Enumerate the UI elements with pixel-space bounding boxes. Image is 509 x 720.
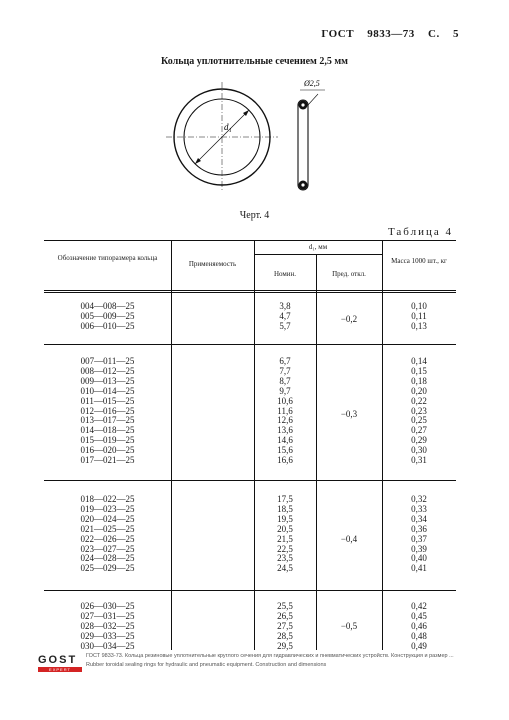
- group-1-mass: 0,10 0,11 0,13: [411, 301, 427, 331]
- group-3-codes: 018—022—25 019—023—25 020—024—25 021—025—25 022—026—25 023—027—25 024—028—25 025—029—25: [80, 494, 135, 574]
- header-d1: d₁, мм: [308, 243, 328, 251]
- header-deviation: Пред. откл.: [332, 270, 366, 278]
- figure-caption: Черт. 4: [239, 210, 270, 221]
- page-header: [311, 28, 459, 40]
- page-number: 5: [453, 28, 459, 40]
- header-mass: Масса 1000 шт., кг: [391, 257, 447, 265]
- header-application: Применяемость: [188, 260, 237, 268]
- header-designation: Обозначение типоразмера кольца: [57, 254, 158, 262]
- ring-drawing: [150, 72, 370, 212]
- table-label: Таблица 4: [387, 226, 453, 238]
- group-4-deviation: −0,5: [340, 621, 358, 631]
- group-1-deviation: −0,2: [340, 314, 358, 324]
- group-2-codes: 007—011—25 008—012—25 009—013—25 010—014—25 011—015—25 012—016—25 013—017—25 014—018—25 015—019—25 016—020—25 017—021—25: [80, 356, 135, 466]
- standard-number: 9833—73: [367, 28, 415, 40]
- group-3-deviation: −0,4: [340, 534, 358, 544]
- footer-banner: [38, 650, 488, 676]
- dimensions-table: [44, 240, 456, 650]
- group-3-mass: 0,32 0,33 0,34 0,36 0,37 0,39 0,40 0,41: [411, 494, 427, 574]
- group-3-nominal: 17,5 18,5 19,5 20,5 21,5 22,5 23,5 24,5: [277, 494, 293, 574]
- footer-line-1: ГОСТ 9833-73. Кольца резиновые уплотнительные круглого сечения для гидравлических и пневматических устройств. Конструкция и размер ...: [86, 653, 454, 659]
- footer-text: [86, 652, 486, 670]
- footer-line-2: Rubber toroidal sealing rings for hydraulic and pneumatic equipment. Construction and dimensions: [86, 662, 327, 668]
- ring-side-view: [298, 100, 308, 190]
- group-4-nominal: 25,5 26,5 27,5 28,5 29,5: [277, 601, 293, 651]
- standard-label: ГОСТ: [321, 28, 355, 40]
- group-4-mass: 0,42 0,45 0,46 0,48 0,49: [411, 601, 427, 651]
- group-2-mass: 0,14 0,15 0,18 0,20 0,22 0,23 0,25 0,27 0,29 0,30 0,31: [411, 356, 427, 466]
- group-2-deviation: −0,3: [340, 409, 358, 419]
- group-4-codes: 026—030—25 027—031—25 028—032—25 029—033—25 030—034—25: [80, 601, 135, 651]
- d1-label: d₁: [224, 122, 232, 132]
- header-nominal: Номин.: [273, 270, 297, 278]
- page-label: С.: [428, 28, 440, 40]
- section-diameter-label: Ø2,5: [304, 79, 320, 88]
- section-title: Кольца уплотнительные сечением 2,5 мм: [161, 56, 348, 67]
- group-2-nominal: 6,7 7,7 8,7 9,7 10,6 11,6 12,6 13,6 14,6 15,6 16,6: [277, 356, 293, 466]
- gost-expert-logo: GOST EXPERT: [38, 654, 82, 672]
- group-1-nominal: 3,8 4,7 5,7: [279, 301, 291, 331]
- group-1-codes: 004—008—25 005—009—25 006—010—25: [80, 301, 135, 331]
